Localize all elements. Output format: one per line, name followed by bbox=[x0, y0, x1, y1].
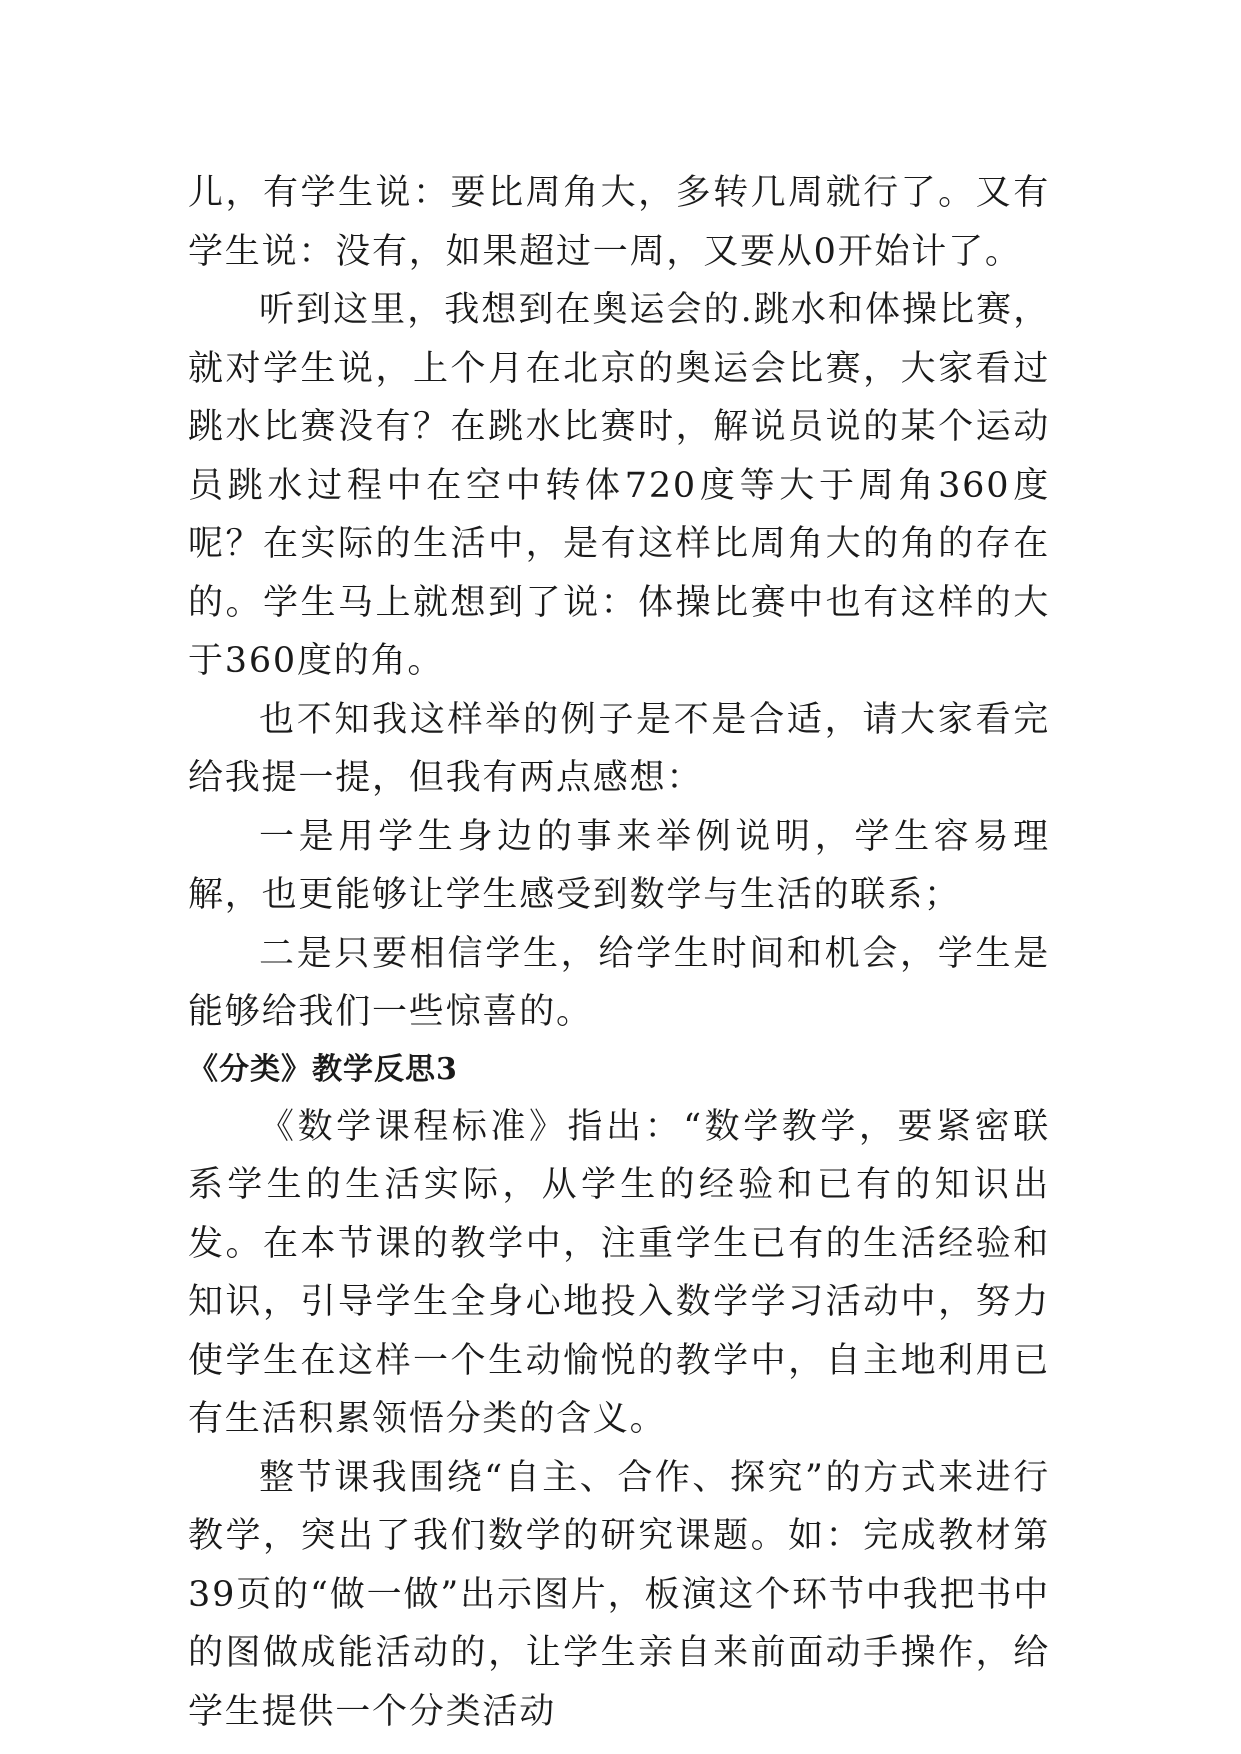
section-heading: 《分类》教学反思3 bbox=[188, 1051, 458, 1087]
paragraph-reflection-intro: 也不知我这样举的例子是不是合适，请大家看完给我提一提，但我有两点感想： bbox=[188, 699, 1050, 798]
paragraph-point-two: 二是只要相信学生，给学生时间和机会，学生是能够给我们一些惊喜的。 bbox=[188, 933, 1050, 1032]
paragraph-point-one: 一是用学生身边的事来举例说明，学生容易理解，也更能够让学生感受到数学与生活的联系； bbox=[188, 816, 1050, 915]
paragraph-continuation: 儿，有学生说：要比周角大，多转几周就行了。又有学生说：没有，如果超过一周，又要从0开始计了。 bbox=[188, 173, 1050, 272]
paragraph-curriculum-standard: 《数学课程标准》指出：“数学教学，要紧密联系学生的生活实际，从学生的经验和已有的知识出发。在本节课的教学中，注重学生已有的生活经验和知识，引导学生全身心地投入数学学习活动中，努力使学生在这样一个生动愉悦的教学中，自主地利用已有生活积累领悟分类的含义。 bbox=[188, 1106, 1050, 1439]
document-page bbox=[188, 164, 1050, 1741]
paragraph-lesson-method: 整节课我围绕“自主、合作、探究”的方式来进行教学，突出了我们数学的研究课题。如：完成教材第39页的“做一做”出示图片，板演这个环节中我把书中的图做成能活动的，让学生亲自来前面动手操作，给学生提供一个分类活动 bbox=[188, 1457, 1050, 1732]
paragraph-olympics-example: 听到这里，我想到在奥运会的.跳水和体操比赛，就对学生说，上个月在北京的奥运会比赛，大家看过跳水比赛没有？在跳水比赛时，解说员说的某个运动员跳水过程中在空中转体720度等大于周角360度呢？在实际的生活中，是有这样比周角大的角的存在的。学生马上就想到了说：体操比赛中也有这样的大于360度的角。 bbox=[188, 290, 1050, 681]
